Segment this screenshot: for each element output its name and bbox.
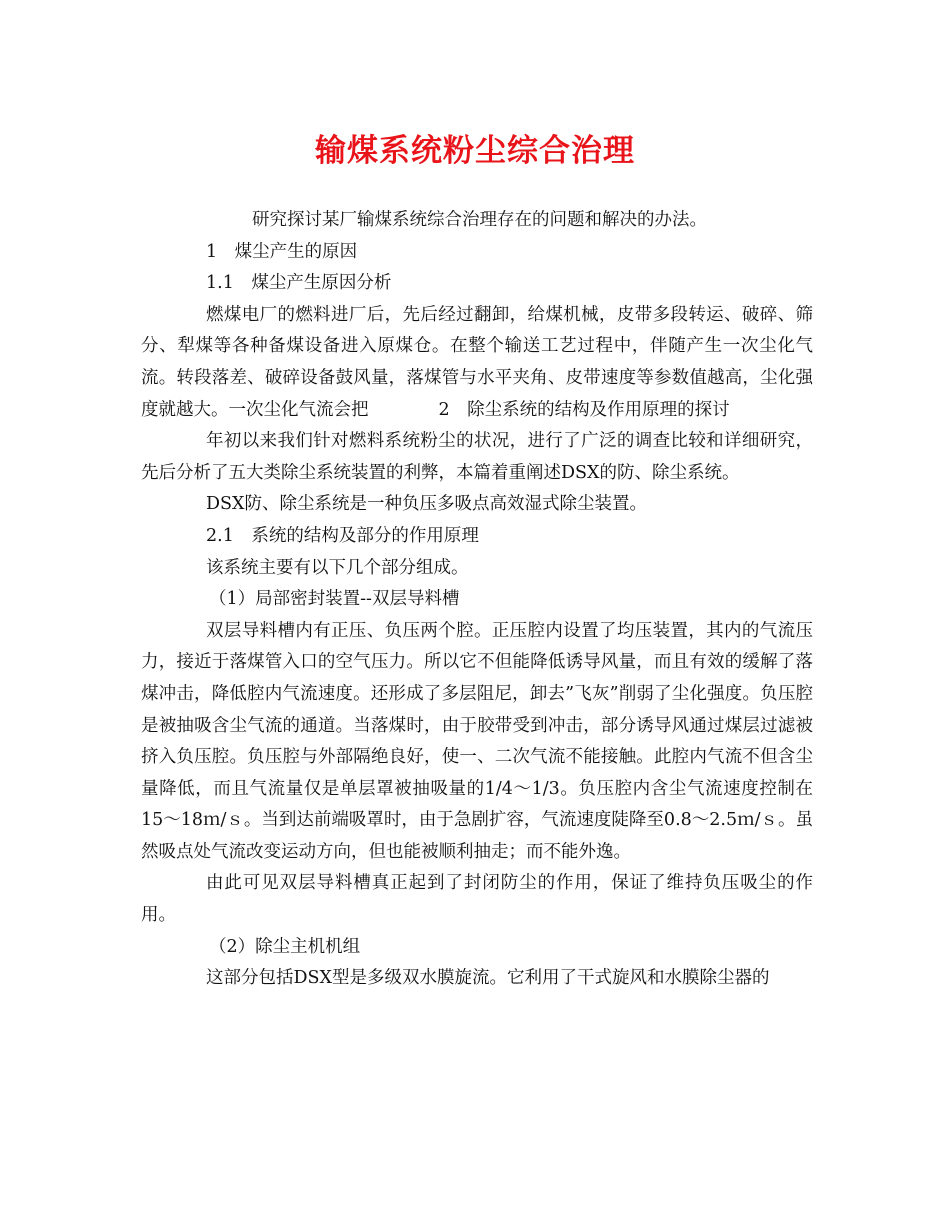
sub-heading-1: （1）局部密封装置--双层导料槽	[209, 589, 460, 610]
body-paragraph: 该系统主要有以下几个部分组成。	[206, 557, 469, 578]
section-heading-2-1: 2.1 系统的结构及部分的作用原理	[206, 525, 479, 546]
body-paragraph: 年初以来我们针对燃料系统粉尘的状况，进行了广泛的调查比较和详细研究，先后分析了五大类除尘系统装置的利弊，本篇着重阐述DSX的防、除尘系统。	[141, 431, 813, 483]
body-paragraph: 这部分包括DSX型是多级双水膜旋流。它利用了干式旋风和水膜除尘器的	[206, 968, 770, 989]
section-heading-1-1: 1.1 煤尘产生原因分析	[206, 273, 392, 294]
document-body	[141, 205, 813, 995]
body-paragraph: DSX防、除尘系统是一种负压多吸点高效湿式除尘装置。	[206, 494, 647, 515]
body-paragraph: 由此可见双层导料槽真正起到了封闭防尘的作用，保证了维持负压吸尘的作用。	[141, 873, 813, 926]
document-title: 输煤系统粉尘综合治理	[315, 133, 635, 169]
body-paragraph: 燃煤电厂的燃料进厂后，先后经过翻卸，给煤机械，皮带多段转运、破碎、筛分、犁煤等各种备煤设备进入原煤仓。在整个输送工艺过程中，伴随产生一次尘化气流。转段落差、破碎设备鼓风量，落煤管与水平夹角、皮带速度等参数值越高，尘化强度就越大。一次尘化气流会把 2 除尘系统的结构及作用原理的探讨	[141, 304, 813, 420]
intro-paragraph: 研究探讨某厂输煤系统综合治理存在的问题和解决的办法。	[252, 210, 707, 230]
body-paragraph: 双层导料槽内有正压、负压两个腔。正压腔内设置了均压装置，其内的气流压力，接近于落煤管入口的空气压力。所以它不但能降低诱导风量，而且有效的缓解了落煤冲击，降低腔内气流速度。还形成了多层阻尼，卸去”飞灰”削弱了尘化强度。负压腔是被抽吸含尘气流的通道。当落煤时，由于胶带受到冲击，部分诱导风通过煤层过滤被挤入负压腔。负压腔与外部隔绝良好，使一、二次气流不能接触。此腔内气流不但含尘量降低，而且气流量仅是单层罩被抽吸量的1/4～1/3。负压腔内含尘气流速度控制在15～18ｍ/ｓ。当到达前端吸罩时，由于急剧扩容，气流速度陡降至0.8～2.5ｍ/ｓ。虽然吸点处气流改变运动方向，但也能被顺利抽走；而不能外逸。	[141, 620, 813, 862]
section-heading-1: 1 煤尘产生的原因	[206, 241, 358, 262]
sub-heading-2: （2）除尘主机机组	[209, 936, 361, 957]
